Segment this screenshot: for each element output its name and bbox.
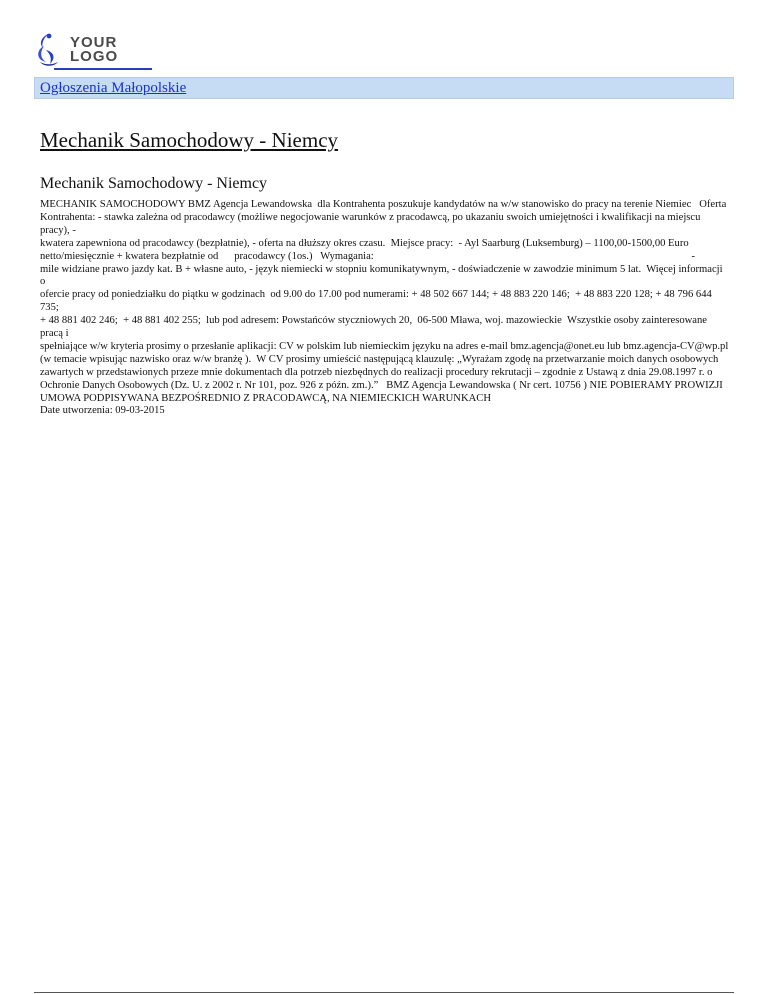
logo-line-1: YOUR bbox=[70, 34, 118, 51]
logo-underline bbox=[54, 68, 152, 70]
swirl-figure-icon bbox=[34, 32, 68, 68]
logo bbox=[34, 30, 144, 72]
creation-date: Date utworzenia: 09-03-2015 bbox=[40, 405, 165, 416]
listing-description: MECHANIK SAMOCHODOWY BMZ Agencja Lewandowska dla Kontrahenta poszukuje kandydatów na w/w stanowisko do pracy na terenie Niemiec Oferta Kontrahenta: - stawka zależna od pracodawcy (możliwe negocjowanie warunków z pracodawcą, po ukazaniu swoich umiejętności i kwalifikacji na miejscu pracy), - kwatera zapewniona od pracodawcy (bezpłatnie), - oferta na dłuższy okres czasu. Miejsce pracy: - Ayl Saarburg (Luksemburg) – 1100,00-1500,00 Euro netto/miesięcznie + kwatera bezpłatnie od pracodawcy (1os.) Wymagania: - mile widziane prawo jazdy kat. B + własne auto, - język niemiecki w stopniu komunikatywnym, - doświadczenie w zawodzie minimum 5 lat. Więcej informacji o ofercie pracy od poniedziałku do piątku w godzinach od 9.00 do 17.00 pod numerami: + 48 502 667 144; + 48 883 220 146; + 48 883 220 128; + 48 796 644 735; + 48 881 402 246; + 48 881 402 255; lub pod adresem: Powstańców styczniowych 20, 06-500 Mława, woj. mazowieckie Wszystkie osoby zainteresowane pracą i spełniające w/w kryteria prosimy o przesłanie aplikacji: CV w polskim lub niemieckim języku na adres e-mail bmz.agencja@onet.eu lub bmz.agencja-CV@wp.pl (w temacie wpisując nazwisko oraz w/w branżę ). W CV prosimy umieścić następującą klauzulę: „Wyrażam zgodę na przetwarzanie moich danych osobowych zawartych w przedstawionych przeze mnie dokumentach dla potrzeb niezbędnych do realizacji procedury rekrutacji – zgodnie z Ustawą z dnia 29.08.1997 r. o Ochronie Danych Osobowych (Dz. U. z 2002 r. Nr 101, poz. 926 z późn. zm.).” BMZ Agencja Lewandowska ( Nr cert. 10756 ) NIE POBIERAMY PROWIZJI UMOWA PODPISYWANA BEZPOŚREDNIO Z PRACODAWCĄ, NA NIEMIECKICH WARUNKACH bbox=[40, 199, 729, 404]
listing-subtitle: Mechanik Samochodowy - Niemcy bbox=[40, 175, 268, 192]
page-title: Mechanik Samochodowy - Niemcy bbox=[40, 128, 339, 152]
logo-wordmark bbox=[70, 36, 118, 64]
footer-divider bbox=[34, 992, 734, 993]
category-link[interactable]: Ogłoszenia Małopolskie bbox=[40, 80, 187, 96]
logo-line-2: LOGO bbox=[70, 48, 119, 65]
category-banner bbox=[34, 77, 734, 99]
